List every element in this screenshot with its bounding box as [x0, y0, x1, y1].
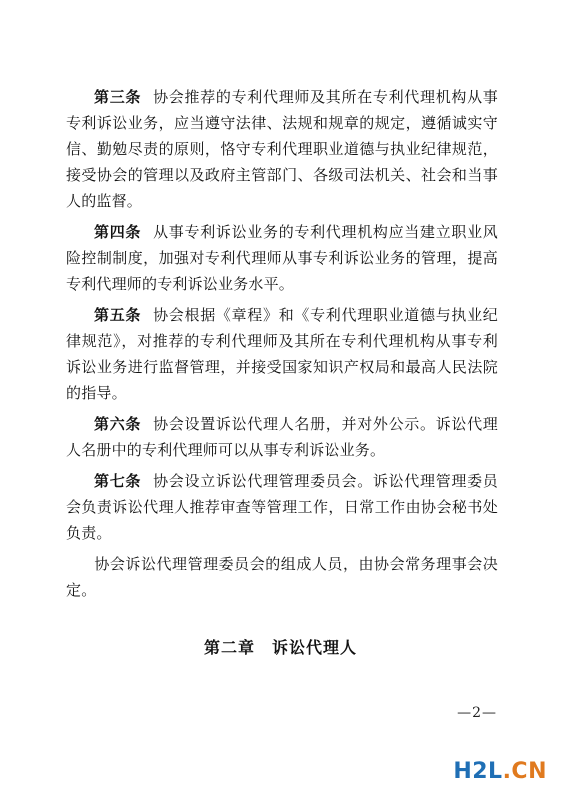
article-3	[66, 84, 498, 214]
document-body	[66, 84, 498, 608]
article-4	[66, 219, 498, 297]
article-5-text: 协会根据《章程》和《专利代理职业道德与执业纪律规范》，对推荐的专利代理师及其所在专利代理机构从事专利诉讼业务进行监督管理，并接受国家知识产权局和最高人民法院的指导。	[66, 306, 498, 402]
article-7-continuation-text: 协会诉讼代理管理委员会的组成人员，由协会常务理事会决定。	[66, 555, 498, 599]
article-4-heading: 第四条	[94, 223, 142, 241]
article-7	[66, 468, 498, 546]
page-number: —2—	[457, 705, 497, 721]
article-7-heading: 第七条	[94, 472, 142, 490]
article-5	[66, 302, 498, 406]
watermark-part-a: H2L	[453, 759, 503, 784]
article-6	[66, 411, 498, 463]
article-7-continuation	[66, 551, 498, 603]
article-4-text: 从事专利诉讼业务的专利代理机构应当建立职业风险控制制度，加强对专利代理师从事专利诉讼业务的管理，提高专利代理师的专利诉讼业务水平。	[66, 223, 498, 293]
article-7-text: 协会设立诉讼代理管理委员会。诉讼代理管理委员会负责诉讼代理人推荐审查等管理工作，日常工作由协会秘书处负责。	[66, 472, 498, 542]
article-3-text: 协会推荐的专利代理师及其所在专利代理机构从事专利诉讼业务，应当遵守法律、法规和规章的规定，遵循诚实守信、勤勉尽责的原则，恪守专利代理职业道德与执业纪律规范，接受协会的管理以及政府主管部门、各级司法机关、社会和当事人的监督。	[66, 88, 498, 210]
article-3-heading: 第三条	[94, 88, 142, 106]
article-6-heading: 第六条	[94, 415, 142, 433]
site-watermark-logo	[453, 759, 547, 784]
article-5-heading: 第五条	[94, 306, 142, 324]
article-6-text: 协会设置诉讼代理人名册，并对外公示。诉讼代理人名册中的专利代理师可以从事专利诉讼业务。	[66, 415, 498, 459]
chapter-title: 第二章 诉讼代理人	[203, 638, 357, 657]
watermark-part-b: .CN	[502, 759, 547, 784]
